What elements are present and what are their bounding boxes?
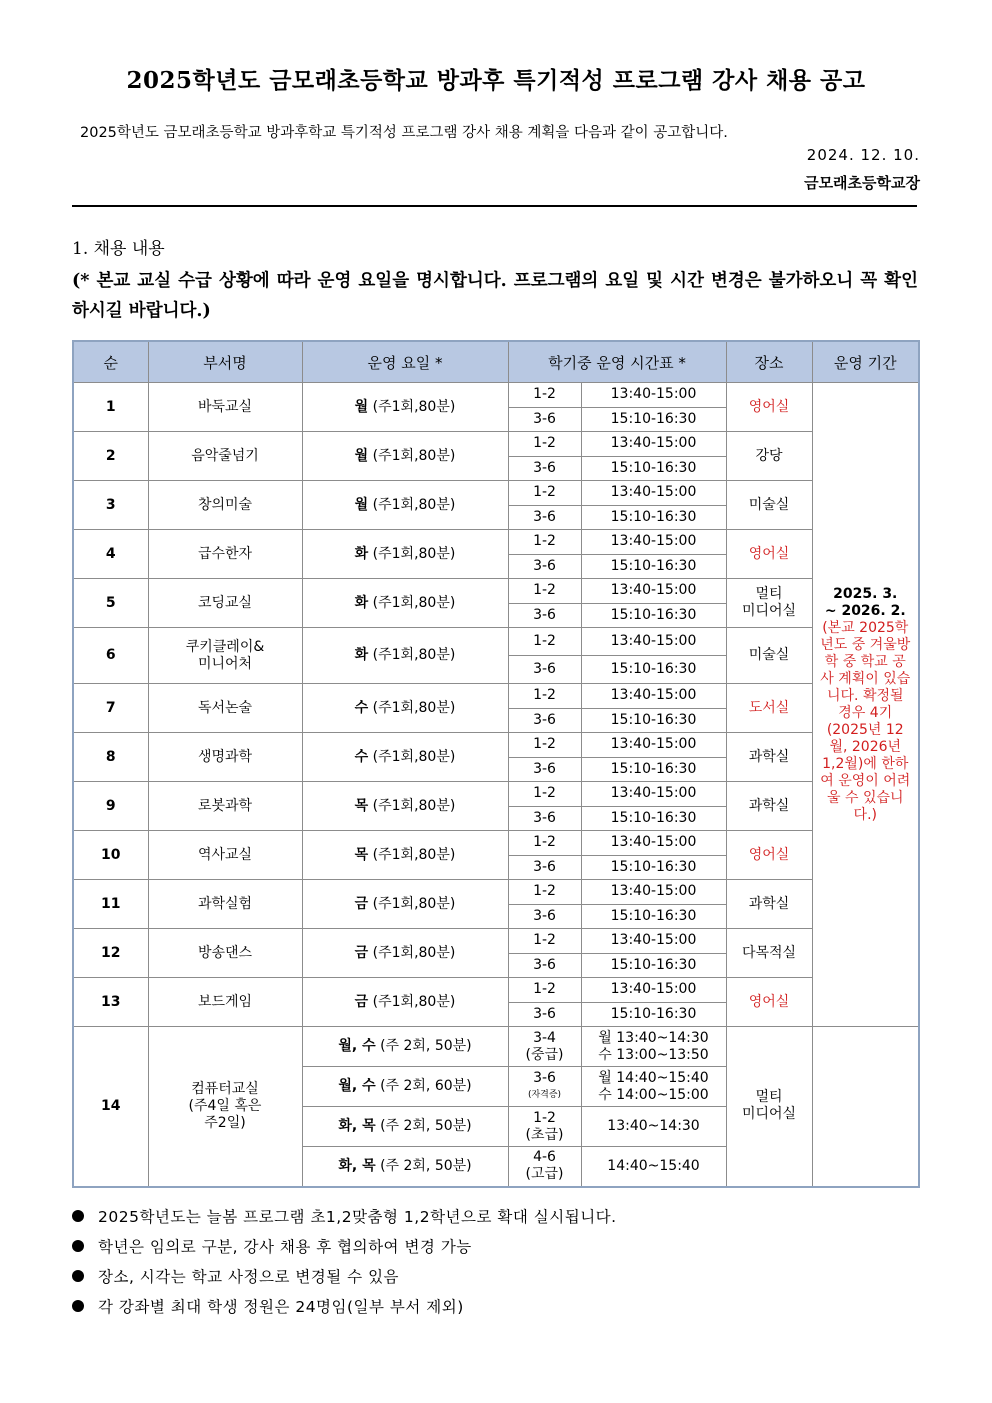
dept-name: 창의미술 — [148, 481, 302, 530]
grade-cell: 3-6 — [508, 656, 581, 684]
grade-cell: 1-2 — [508, 733, 581, 758]
day-label: 금 — [354, 895, 369, 912]
row-number: 8 — [73, 733, 148, 782]
freq-label: (주1회,80분) — [372, 797, 456, 814]
row-number: 5 — [73, 579, 148, 628]
day-label: 화, 목 — [338, 1157, 376, 1174]
header-day: 운영 요일 * — [302, 341, 508, 383]
bullet-item — [72, 1295, 464, 1317]
dept-name: 보드게임 — [148, 978, 302, 1027]
table-row — [73, 579, 919, 604]
row-number: 3 — [73, 481, 148, 530]
table-row — [73, 628, 919, 656]
op-day — [302, 481, 508, 530]
freq-label: (주1회,80분) — [372, 398, 456, 415]
day-label: 목 — [354, 846, 369, 863]
level-label: (중급) — [525, 1046, 564, 1063]
day-label: 월 — [354, 447, 369, 464]
time-cell: 13:40-15:00 — [581, 432, 726, 457]
row-number: 6 — [73, 628, 148, 684]
op-day — [302, 1027, 508, 1067]
dept-name: 바둑교실 — [148, 383, 302, 432]
time-cell: 15:10-16:30 — [581, 456, 726, 481]
grade-cell: 1-2 — [508, 880, 581, 905]
op-day — [302, 978, 508, 1027]
table-row — [73, 978, 919, 1003]
bullet-dot-icon — [72, 1300, 84, 1312]
header-place: 장소 — [726, 341, 812, 383]
grade-cell: 1-2 — [508, 530, 581, 555]
time-cell: 13:40-15:00 — [581, 530, 726, 555]
place-cell: 미술실 — [726, 481, 812, 530]
day-label: 월, 수 — [338, 1038, 376, 1054]
time-cell: 15:10-16:30 — [581, 855, 726, 880]
grade-cell: 3-6 — [508, 407, 581, 432]
table-row — [73, 733, 919, 758]
row-number: 4 — [73, 530, 148, 579]
level-label: (자격증) — [527, 1089, 562, 1100]
time-cell: 13:40-15:00 — [581, 383, 726, 408]
notice-text: (* 본교 교실 수급 상황에 따라 운영 요일을 명시합니다. 프로그램의 요일 및 시간 변경은 불가하오니 꼭 확인하시길 바랍니다.) — [72, 271, 918, 321]
page-title: 2025학년도 금모래초등학교 방과후 특기적성 프로그램 강사 채용 공고 — [126, 67, 866, 94]
grade-cell: 1-2 — [508, 628, 581, 656]
day-label: 수 — [354, 748, 369, 765]
time-cell: 13:40-15:00 — [581, 733, 726, 758]
table-row — [73, 929, 919, 954]
place-cell: 과학실 — [726, 880, 812, 929]
op-day — [302, 733, 508, 782]
bullet-dot-icon — [72, 1270, 84, 1282]
place-cell: 영어실 — [726, 530, 812, 579]
divider — [72, 205, 917, 207]
time-cell — [581, 1027, 726, 1067]
grade-label: 4-6 — [533, 1149, 556, 1166]
time-cell: 13:40-15:00 — [581, 929, 726, 954]
freq-label: (주1회,80분) — [372, 647, 456, 663]
grade-label: 1-2 — [533, 1109, 556, 1126]
grade-cell — [508, 1027, 581, 1067]
freq-label: (주1회,80분) — [372, 447, 456, 464]
grade-cell: 1-2 — [508, 579, 581, 604]
time-cell: 15:10-16:30 — [581, 1002, 726, 1027]
time-cell: 13:40-15:00 — [581, 628, 726, 656]
place-cell: 영어실 — [726, 978, 812, 1027]
bullet-item — [72, 1205, 617, 1227]
day-label: 화 — [354, 594, 369, 611]
freq-label: (주1회,80분) — [372, 993, 456, 1010]
intro-text: 2025학년도 금모래초등학교 방과후학교 특기적성 프로그램 강사 채용 계획을 다음과 같이 공고합니다. — [80, 125, 728, 141]
dept-name: 독서논술 — [148, 684, 302, 733]
level-label: (고급) — [525, 1166, 564, 1183]
freq-label: (주1회,80분) — [372, 594, 456, 611]
row-number: 1 — [73, 383, 148, 432]
grade-cell: 1-2 — [508, 432, 581, 457]
freq-label: (주 2회, 60분) — [380, 1078, 472, 1094]
table-row — [73, 782, 919, 807]
place-cell: 영어실 — [726, 831, 812, 880]
grade-cell: 1-2 — [508, 831, 581, 856]
grade-cell: 3-6 — [508, 806, 581, 831]
day-label: 화 — [354, 545, 369, 562]
table-row — [73, 383, 919, 408]
grade-cell — [508, 1147, 581, 1187]
time-cell: 15:10-16:30 — [581, 953, 726, 978]
freq-label: (주1회,80분) — [372, 496, 456, 513]
row-number: 13 — [73, 978, 148, 1027]
table-header-row — [73, 341, 919, 383]
time-cell: 13:40-15:00 — [581, 880, 726, 905]
freq-label: (주1회,80분) — [372, 895, 456, 912]
dept-name: 코딩교실 — [148, 579, 302, 628]
grade-cell: 3-6 — [508, 757, 581, 782]
time-cell: 13:40-15:00 — [581, 831, 726, 856]
op-day — [302, 432, 508, 481]
time-cell: 15:10-16:30 — [581, 603, 726, 628]
grade-cell: 3-6 — [508, 953, 581, 978]
time-line: 수 14:00~15:00 — [598, 1086, 709, 1103]
bullet-dot-icon — [72, 1210, 84, 1222]
grade-cell: 1-2 — [508, 684, 581, 709]
dept-name: 생명과학 — [148, 733, 302, 782]
dept-name: 쿠키클레이& 미니어처 — [148, 628, 302, 684]
grade-cell: 3-6 — [508, 708, 581, 733]
grade-cell: 1-2 — [508, 782, 581, 807]
dept-name: 로봇과학 — [148, 782, 302, 831]
time-line: 월 13:40~14:30 — [598, 1029, 709, 1046]
place-cell: 멀티 미디어실 — [726, 579, 812, 628]
place-cell: 미술실 — [726, 628, 812, 684]
period-dates: 2025. 3. ~ 2026. 2. — [824, 585, 906, 619]
time-cell — [581, 1147, 726, 1187]
bullet-text: 장소, 시각는 학교 사정으로 변경될 수 있음 — [98, 1268, 400, 1286]
header-timetable: 학기중 운영 시간표 * — [508, 341, 726, 383]
grade-cell: 3-6 — [508, 855, 581, 880]
op-day — [302, 628, 508, 684]
day-label: 금 — [354, 993, 369, 1010]
table-row — [73, 880, 919, 905]
grade-cell: 3-6 — [508, 904, 581, 929]
grade-cell: 3-6 — [508, 1002, 581, 1027]
day-label: 월 — [354, 398, 369, 415]
op-day — [302, 831, 508, 880]
grade-cell: 1-2 — [508, 929, 581, 954]
place-cell: 영어실 — [726, 383, 812, 432]
time-cell: 15:10-16:30 — [581, 505, 726, 530]
row-number: 11 — [73, 880, 148, 929]
dept-name: 방송댄스 — [148, 929, 302, 978]
freq-label: (주1회,80분) — [372, 699, 456, 716]
time-cell: 15:10-16:30 — [581, 904, 726, 929]
time-cell: 13:40-15:00 — [581, 978, 726, 1003]
bullet-text: 각 강좌별 최대 학생 정원은 24명임(일부 부서 제외) — [98, 1298, 464, 1316]
grade-cell: 3-6 — [508, 456, 581, 481]
op-day — [302, 530, 508, 579]
op-day — [302, 684, 508, 733]
time-cell — [581, 1067, 726, 1107]
freq-label: (주 2회, 50분) — [380, 1038, 472, 1054]
place-cell: 과학실 — [726, 733, 812, 782]
place-cell: 도서실 — [726, 684, 812, 733]
time-cell: 13:40-15:00 — [581, 684, 726, 709]
schedule-table — [72, 340, 920, 1188]
op-day — [302, 383, 508, 432]
time-cell: 13:40-15:00 — [581, 481, 726, 506]
grade-cell: 3-6 — [508, 505, 581, 530]
day-label: 월 — [354, 496, 369, 513]
grade-cell: 3-6 — [508, 603, 581, 628]
level-label: (초급) — [525, 1126, 564, 1143]
table-row — [73, 481, 919, 506]
time-cell — [581, 1107, 726, 1147]
row-number: 14 — [73, 1027, 148, 1187]
notice-date: 2024. 12. 10. — [806, 146, 920, 164]
op-day — [302, 1147, 508, 1187]
row-number: 10 — [73, 831, 148, 880]
table-body — [73, 383, 919, 1187]
time-line: 14:40~15:40 — [607, 1157, 700, 1174]
op-day — [302, 929, 508, 978]
time-line: 월 14:40~15:40 — [598, 1069, 709, 1086]
table-row — [73, 1027, 919, 1067]
grade-cell — [508, 1107, 581, 1147]
freq-label: (주1회,80분) — [372, 748, 456, 765]
period-cell — [812, 383, 919, 1027]
op-day — [302, 579, 508, 628]
period-note: (본교 2025학년도 중 겨울방학 중 학교 공사 계획이 있습니다. 확정될 경우 4기(2025년 12월, 2026년 1,2월)에 한하여 운영이 어려울 수 있습니다.) — [820, 619, 911, 823]
time-cell: 15:10-16:30 — [581, 757, 726, 782]
dept-name: 과학실험 — [148, 880, 302, 929]
place-cell: 과학실 — [726, 782, 812, 831]
time-cell: 13:40-15:00 — [581, 782, 726, 807]
time-cell: 15:10-16:30 — [581, 554, 726, 579]
dept-name: 역사교실 — [148, 831, 302, 880]
freq-label: (주1회,80분) — [372, 545, 456, 562]
table-row — [73, 831, 919, 856]
dept-name: 컴퓨터교실 (주4일 혹은 주2일) — [148, 1027, 302, 1187]
row-number: 9 — [73, 782, 148, 831]
grade-cell — [508, 1067, 581, 1107]
day-label: 화 — [354, 647, 369, 663]
place-cell: 멀티 미디어실 — [726, 1027, 812, 1187]
day-label: 목 — [354, 797, 369, 814]
grade-cell: 3-6 — [508, 554, 581, 579]
time-cell: 15:10-16:30 — [581, 806, 726, 831]
op-day — [302, 880, 508, 929]
row-number: 12 — [73, 929, 148, 978]
place-cell: 강당 — [726, 432, 812, 481]
header-dept: 부서명 — [148, 341, 302, 383]
place-cell: 다목적실 — [726, 929, 812, 978]
section-title: 1. 채용 내용 — [72, 239, 165, 259]
bullet-text: 학년은 임의로 구분, 강사 채용 후 협의하여 변경 가능 — [98, 1238, 472, 1256]
dept-name: 급수한자 — [148, 530, 302, 579]
table-row — [73, 684, 919, 709]
time-cell: 15:10-16:30 — [581, 407, 726, 432]
bullet-item — [72, 1235, 472, 1257]
signer: 금모래초등학교장 — [804, 174, 920, 192]
freq-label: (주 2회, 50분) — [380, 1157, 472, 1174]
header-no: 순 — [73, 341, 148, 383]
bullet-item — [72, 1265, 399, 1287]
time-cell: 15:10-16:30 — [581, 656, 726, 684]
bullet-text: 2025학년도는 늘봄 프로그램 초1,2맞춤형 1,2학년으로 확대 실시됩니다. — [98, 1208, 617, 1226]
time-line: 수 13:00~13:50 — [598, 1046, 709, 1063]
day-label: 화, 목 — [338, 1118, 376, 1134]
header-period: 운영 기간 — [812, 341, 919, 383]
freq-label: (주1회,80분) — [372, 846, 456, 863]
day-label: 월, 수 — [338, 1078, 376, 1094]
table-row — [73, 530, 919, 555]
grade-label: 3-4 — [533, 1029, 556, 1046]
freq-label: (주1회,80분) — [372, 944, 456, 961]
grade-cell: 1-2 — [508, 383, 581, 408]
time-cell: 13:40-15:00 — [581, 579, 726, 604]
time-cell: 15:10-16:30 — [581, 708, 726, 733]
grade-cell: 1-2 — [508, 978, 581, 1003]
op-day — [302, 1107, 508, 1147]
day-label: 금 — [354, 944, 369, 961]
op-day — [302, 1067, 508, 1107]
grade-cell: 1-2 — [508, 481, 581, 506]
row-number: 7 — [73, 684, 148, 733]
day-label: 수 — [354, 699, 369, 716]
op-day — [302, 782, 508, 831]
table-row — [73, 432, 919, 457]
dept-name: 음악줄넘기 — [148, 432, 302, 481]
time-line: 13:40~14:30 — [607, 1118, 700, 1134]
row-number: 2 — [73, 432, 148, 481]
bullet-dot-icon — [72, 1240, 84, 1252]
grade-label: 3-6 — [533, 1069, 556, 1086]
freq-label: (주 2회, 50분) — [380, 1118, 472, 1134]
